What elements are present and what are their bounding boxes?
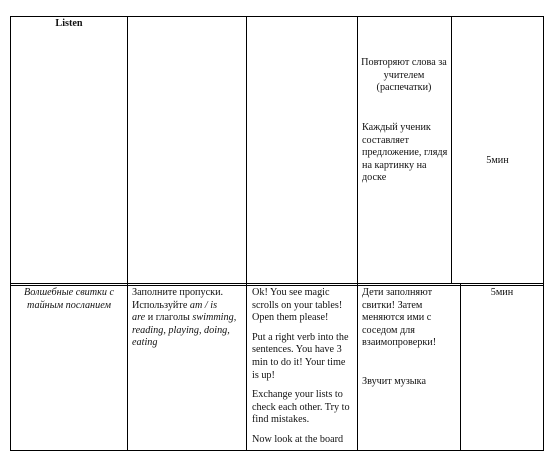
row1-time-cell bbox=[452, 155, 543, 168]
row2-task-am-is: am / is bbox=[189, 299, 218, 311]
row2-stage-cell bbox=[13, 287, 125, 312]
row2-speech-1: Ok! You see magic scrolls on your tables! Open them please! bbox=[252, 287, 343, 324]
row2-student-activity-cell-2 bbox=[362, 376, 456, 389]
row1-stage-label: Listen bbox=[55, 18, 83, 29]
row2-speech-2: Put a right verb into the sentences. You have 3 min to do it! Your time is up! bbox=[252, 331, 349, 381]
row2-student-activity-1: Дети заполняют свитки! Затем меняются ими с соседом для взаимопроверки! bbox=[362, 287, 437, 349]
table-border-col4-upper bbox=[451, 16, 452, 284]
row2-time-cell bbox=[461, 287, 543, 300]
row1-student-activity-2: Каждый ученик составляет предложение, глядя на картинку на доске bbox=[362, 122, 448, 184]
row2-task-are: are bbox=[132, 312, 146, 324]
table-border-right bbox=[543, 16, 544, 451]
row2-task-verbs: swimming, reading, playing, doing, eating bbox=[132, 312, 237, 349]
row2-stage-label: Волшебные свитки с тайным посланием bbox=[23, 287, 115, 311]
table-border-left bbox=[10, 16, 11, 451]
row2-time: 5мин bbox=[490, 287, 514, 298]
table-border-col1 bbox=[127, 16, 128, 451]
row2-student-activity-2: Звучит музыка bbox=[362, 376, 426, 387]
row1-student-activity-1: Повторяют слова за учителем (распечатки) bbox=[361, 57, 447, 94]
table-border-row-divider-b bbox=[10, 285, 544, 286]
row1-stage-cell bbox=[11, 18, 127, 31]
table-border-bottom bbox=[10, 450, 544, 451]
table-border-col3 bbox=[357, 16, 358, 451]
row1-time: 5мин bbox=[486, 155, 509, 166]
row2-speech-4: Now look at the board bbox=[252, 433, 344, 445]
table-border-col2 bbox=[246, 16, 247, 451]
row2-task-line1: Заполните пропуски. Используйте bbox=[132, 287, 224, 311]
row2-teacher-task-cell bbox=[132, 287, 244, 350]
table-border-row-divider-a bbox=[10, 283, 544, 284]
table-border-top bbox=[10, 16, 544, 17]
row2-speech-3: Exchange your lists to check each other. Try to find mistakes. bbox=[252, 389, 350, 426]
row2-student-activity-cell bbox=[362, 287, 456, 350]
row1-student-activity-cell bbox=[360, 57, 448, 95]
row2-teacher-speech-cell bbox=[252, 287, 354, 447]
row1-student-activity-cell-2 bbox=[362, 122, 448, 185]
table-border-col4-lower bbox=[460, 284, 461, 451]
row2-task-conj: и глаголы bbox=[147, 312, 190, 324]
